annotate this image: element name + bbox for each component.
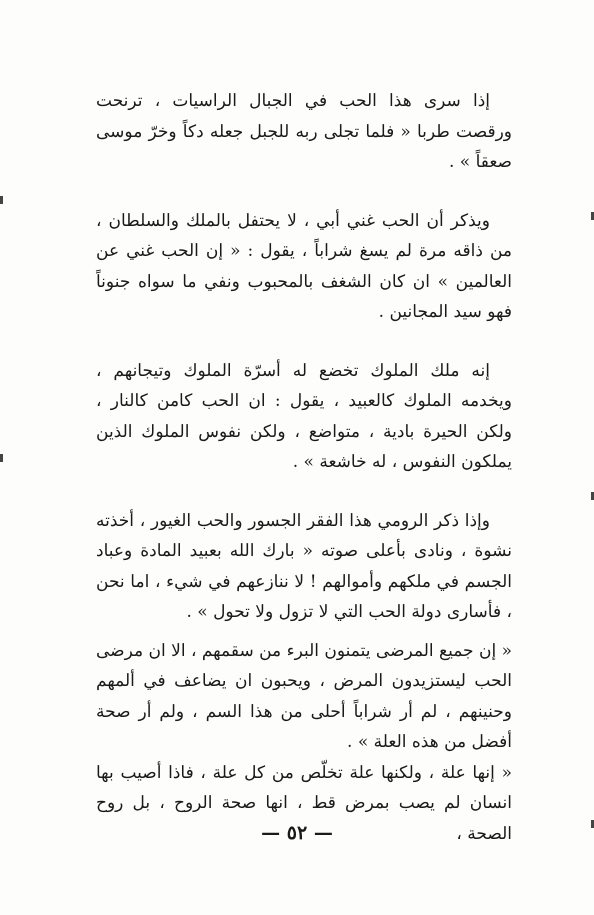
paragraph-gap bbox=[96, 328, 512, 356]
paragraph: ويذكر أن الحب غني أبي ، لا يحتفل بالملك والسلطان ، من ذاقه مرة لم يسغ شراباً ، يقول : « إن الحب غني عن العالمين » ان كان الشغف بالمحبوب ونفي ما سواه جنوناً فهو سيد المجانين . bbox=[96, 210, 512, 322]
paragraph-gap bbox=[96, 478, 512, 506]
paragraph-gap bbox=[96, 628, 512, 636]
paragraph: إذا سرى هذا الحب في الجبال الراسيات ، ترنحت ورقصت طربا « فلما تجلى ربه للجبل جعله دكاً وخرّ موسى صعقاً » . bbox=[96, 91, 512, 172]
edge-mark-left bbox=[0, 196, 3, 204]
paragraph: وإذا ذكر الرومي هذا الفقر الجسور والحب الغيور ، أخذته نشوة ، ونادى بأعلى صوته « بارك الله بعبيد المادة وعباد الجسم في ملكهم وأموالهم ! لا ننازعهم في شيء ، اما نحن ، فأسارى دولة الحب التي لا تزول ولا تحول » . bbox=[96, 510, 512, 622]
body-text bbox=[96, 86, 512, 849]
edge-mark-left bbox=[0, 454, 3, 462]
paragraph-gap bbox=[96, 178, 512, 206]
paragraph: « إنها علة ، ولكنها علة تخلّص من كل علة ، فاذا أصيب بها انسان لم يصب بمرض قط ، انها صحة الروح ، بل روح الصحة ، bbox=[96, 762, 512, 844]
paragraph: إنه ملك الملوك تخضع له أسرّة الملوك وتيجانهم ، ويخدمه الملوك كالعبيد ، يقول : ان الحب كامن كالنار ، ولكن الحيرة بادية ، متواضع ، ولكن نفوس الملوك الذين يملكون النفوس ، له خاشعة » . bbox=[96, 360, 512, 472]
page-number: — ٥٢ — bbox=[261, 822, 333, 844]
paragraph: « إن جميع المرضى يتمنون البرء من سقمهم ، الا ان مرضى الحب ليستزيدون المرض ، ويحبون ان يضاعف في ألمهم وحنينهم ، لم أر شراباً أحلى من هذا السم ، ولم أر صحة أفضل من هذه العلة » . bbox=[96, 640, 512, 752]
